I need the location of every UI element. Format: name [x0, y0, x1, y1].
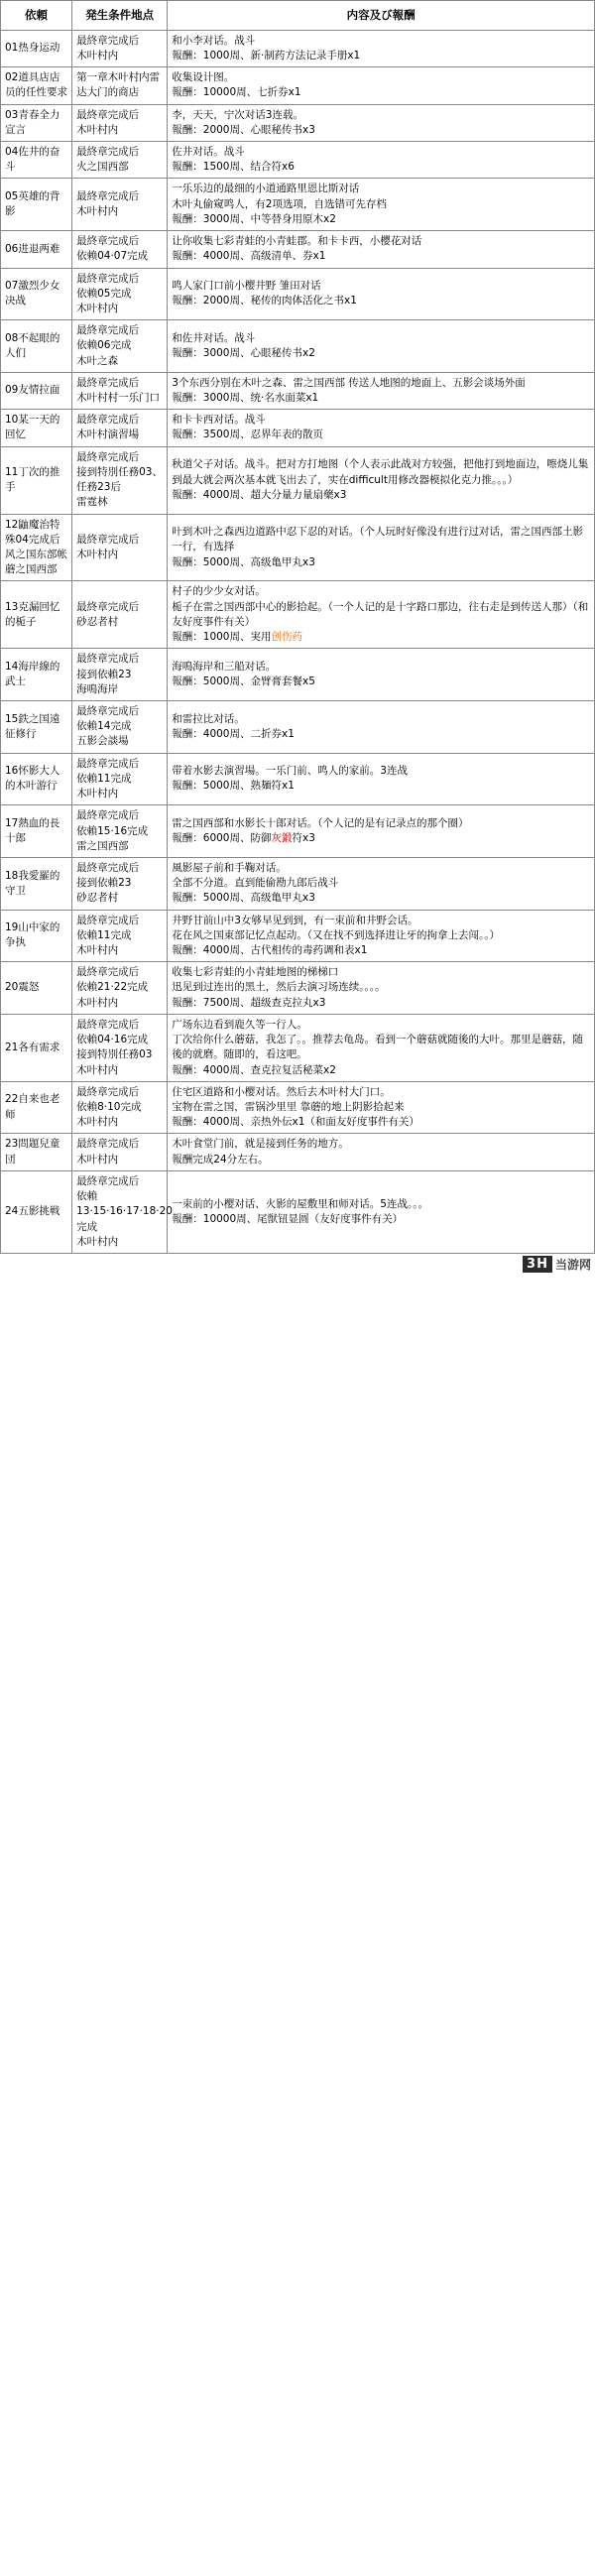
quest-content-and-reward — [168, 1081, 595, 1134]
quest-name: 15鉄之国遠征修行 — [1, 700, 72, 753]
quest-description: 木叶食堂门前，就是接到任务的地方。 — [172, 1138, 349, 1151]
quest-condition: 最終章完成后 接到依賴23 海鳴海岸 — [72, 649, 168, 701]
quest-description: 3个东西分别在木叶之森、雷之国西部 传送人地图的地面上、五影会谈场外面 — [172, 376, 526, 389]
quest-reward: 報酬：4000周、亲热外伝x1（和面友好度事件有关） — [172, 1116, 419, 1129]
quest-description: 和雷拉比对话。 — [172, 712, 245, 725]
quest-description: 雷之国西部和水影长十郎对话。（个人记的是有记录点的那个圈） 報酬：6000周、防御灰鍛符x3 — [172, 816, 469, 845]
watermark-text: 当游网 — [554, 1257, 591, 1272]
quest-name: 01热身运动 — [1, 30, 72, 66]
quest-reward: 報酬：3500周、忍界年表的散页 — [172, 429, 323, 441]
table-row — [1, 805, 595, 858]
quest-name: 04佐井的奋斗 — [1, 141, 72, 178]
table-row — [1, 104, 595, 141]
quest-condition: 最終章完成后 接到依賴23 砂忍者村 — [72, 857, 168, 910]
table-row — [1, 700, 595, 753]
quest-condition: 最終章完成后 依賴11完成 木叶村内 — [72, 753, 168, 805]
quest-name: 07激烈少女决战 — [1, 268, 72, 320]
quest-condition: 最終章完成后 依赖06完成 木叶之森 — [72, 320, 168, 373]
quest-description: 广场东边看到鹿久等一行人。 丁次给你什么蘑菇，我怎了。。推荐去龟岛。看到一个蘑菇就随後的大叶。那里是蘑菇，随後的就磨。随即的，看这吧。 — [172, 1018, 584, 1061]
quest-name: 16怀影大人的木叶游行 — [1, 753, 72, 805]
quest-condition: 最終章完成后 木叶村内 — [72, 179, 168, 231]
quest-description: 一束前的小樱对话、火影的屋敷里和师对话。5连战。。。 — [172, 1197, 428, 1210]
quest-description: 和佐井对话。战斗 — [172, 331, 256, 344]
quest-content-and-reward — [168, 410, 595, 446]
table-row — [1, 372, 595, 409]
quest-reward: 報酬：4000周、超大分量力量扇藥x3 — [172, 488, 347, 501]
quest-description: 海鳴海岸和三船对话。 — [172, 660, 277, 673]
quest-content-and-reward — [168, 231, 595, 268]
quest-description: 叶到木叶之森西边道路中忍下忍的对话。（个人玩时好像没有进行过对话，雷之国西部土影一行，有选择 — [172, 526, 584, 553]
quest-condition: 最終章完成后 依賴13·15·16·17·18·20完成 木叶村内 — [72, 1170, 168, 1253]
footer-watermark — [0, 1254, 595, 1282]
quest-description: 佐井对话。战斗 — [172, 145, 245, 158]
quest-description: 一乐乐边的最细的小道通路里恩比斯对话 木叶丸偷窥鸣人，有2项选项，自选错可先存档 — [172, 183, 387, 210]
table-row — [1, 67, 595, 104]
quest-description: 收集七彩青蛙的小青蛙地图的梯梯口 迅见到过连出的黑土，然后去演习场连续。。。。 — [172, 966, 386, 994]
quest-description: 让你收集七彩青蛙的小青蛙郡。和卡卡西，小樱花对话 — [172, 235, 422, 248]
quest-description: 收集设计图。 — [172, 71, 235, 84]
quest-reward: 報酬：5000周、熟麺符x1 — [172, 780, 295, 793]
quest-description: 李，天天，宁次对话3连载。 — [172, 108, 303, 121]
table-row — [1, 320, 595, 373]
table-header — [1, 1, 595, 31]
quest-description: 秋道父子对话。战斗。把对方打地图（个人表示此战对方较强，把他打到地面边，嚓烧儿集到最大就会两次基本就飞出去了，实在difficult用修改器模拟化克力推。。。） — [172, 458, 589, 486]
quest-condition: 最終章完成后 木叶村内 — [72, 514, 168, 581]
quest-reward: 報酬：3000周、统·名水面菜x1 — [172, 392, 319, 405]
table-row — [1, 410, 595, 446]
quest-reward: 報酬：4000周、高级清单、券x1 — [172, 250, 326, 263]
quest-condition: 最終章完成后 依賴11完成 木叶村内 — [72, 910, 168, 962]
quest-condition: 最終章完成后 依賴15·16完成 雷之国西部 — [72, 805, 168, 858]
quest-reward: 報酬：1000周、新·制药方法记录手册x1 — [172, 49, 361, 61]
quest-name: 13克漏回忆的栀子 — [1, 581, 72, 649]
quest-description: 带着水影去演習場。一乐门前、鸣人的家前。3连战 — [172, 765, 408, 778]
quest-content-and-reward — [168, 910, 595, 962]
table-row — [1, 1134, 595, 1170]
quest-name: 21各有需求 — [1, 1014, 72, 1081]
quest-name: 10某一天的回忆 — [1, 410, 72, 446]
quest-content-and-reward — [168, 320, 595, 373]
column-header-condition: 発生条件地点 — [72, 1, 168, 31]
quest-reward: 報酬：10000周、尾獣钮显圆（友好度事件有关） — [172, 1212, 404, 1225]
table-row — [1, 268, 595, 320]
quest-name: 19山中家的争执 — [1, 910, 72, 962]
quest-name: 03青春全力宣言 — [1, 104, 72, 141]
quest-reward: 報酬完成24分左右。 — [172, 1153, 269, 1165]
table-row — [1, 1170, 595, 1253]
table-row — [1, 910, 595, 962]
quest-content-and-reward — [168, 30, 595, 66]
quest-name: 23問題兒童団 — [1, 1134, 72, 1170]
quest-name: 12鼬魔治特殊04完成后风之国东部帐蘑之国西部 — [1, 514, 72, 581]
quest-content-and-reward — [168, 446, 595, 514]
page-root — [0, 0, 595, 1282]
table-row — [1, 514, 595, 581]
quest-name: 08不起眼的人们 — [1, 320, 72, 373]
quest-condition: 最終章完成后 木叶村演習場 — [72, 410, 168, 446]
quest-description: 鸣人家门口前小樱井野 雏田对话 — [172, 280, 321, 293]
quest-content-and-reward — [168, 1170, 595, 1253]
quest-condition: 最終章完成后 砂忍者村 — [72, 581, 168, 649]
quest-content-and-reward — [168, 700, 595, 753]
quest-name: 17熱血的長十郎 — [1, 805, 72, 858]
quest-condition: 最終章完成后 木叶村村一乐门口 — [72, 372, 168, 409]
quest-name: 05英雄的背影 — [1, 179, 72, 231]
quest-content-and-reward — [168, 514, 595, 581]
quest-table — [0, 0, 595, 1254]
quest-description: 井野甘前山中3女够早见到到，有一束前和井野会话。 花在风之国東部记忆点起动。（又在找不到选择进让牙的拘拿上去闯。。） — [172, 914, 501, 941]
table-row — [1, 1014, 595, 1081]
quest-name: 06进退两难 — [1, 231, 72, 268]
table-row — [1, 141, 595, 178]
quest-condition: 最終章完成后 依赖05完成 木叶村内 — [72, 268, 168, 320]
quest-condition: 最終章完成后 依賴8·10完成 木叶村内 — [72, 1081, 168, 1134]
quest-condition: 最終章完成后 依賴21·22完成 木叶村内 — [72, 962, 168, 1015]
quest-condition: 最終章完成后 依赖04·07完成 — [72, 231, 168, 268]
quest-content-and-reward — [168, 141, 595, 178]
quest-description: 風影屋子前和手鞠对话。 全部不分道。直到能偷勘九郎后战斗 — [172, 861, 339, 890]
quest-content-and-reward — [168, 649, 595, 701]
quest-content-and-reward — [168, 753, 595, 805]
watermark-logo-icon: 3H — [523, 1256, 552, 1273]
quest-reward: 報酬：4000周、古代相传的毒药调和表x1 — [172, 944, 368, 957]
table-header-row — [1, 1, 595, 31]
quest-content-and-reward — [168, 962, 595, 1015]
quest-condition: 最終章完成后 依賴04·16完成 接到特別任務03 木叶村内 — [72, 1014, 168, 1081]
quest-content-and-reward — [168, 67, 595, 104]
quest-content-and-reward — [168, 179, 595, 231]
quest-reward: 報酬：5000周、高级亀甲丸x3 — [172, 555, 315, 568]
table-row — [1, 649, 595, 701]
quest-name: 20震怒 — [1, 962, 72, 1015]
quest-name: 09友情拉面 — [1, 372, 72, 409]
quest-content-and-reward — [168, 581, 595, 649]
quest-condition: 最終章完成后 木叶村内 — [72, 1134, 168, 1170]
table-row — [1, 179, 595, 231]
quest-content-and-reward — [168, 1014, 595, 1081]
quest-name: 24五影挑戦 — [1, 1170, 72, 1253]
table-row — [1, 581, 595, 649]
quest-content-and-reward — [168, 372, 595, 409]
table-body — [1, 30, 595, 1253]
table-row — [1, 857, 595, 910]
quest-reward: 報酬：2000周、心眼秘传书x3 — [172, 123, 315, 136]
quest-reward: 報酬：1000周、実用创伤药 — [172, 631, 302, 644]
quest-reward: 報酬：4000周、二折券x1 — [172, 727, 295, 740]
table-row — [1, 231, 595, 268]
quest-name: 18我愛羅的守卫 — [1, 857, 72, 910]
quest-description: 住宅区道路和小樱对话。然后去木叶村大门口。 宝物在雷之国，雷锅沙里里 靠蘑的地上阴影拾起来 — [172, 1085, 405, 1114]
table-row — [1, 446, 595, 514]
quest-reward: 報酬：5000周、高级亀甲丸x3 — [172, 892, 315, 905]
quest-content-and-reward — [168, 104, 595, 141]
quest-name: 11丁次的推手 — [1, 446, 72, 514]
table-row — [1, 1081, 595, 1134]
table-row — [1, 962, 595, 1015]
quest-name: 14海岸線的武士 — [1, 649, 72, 701]
quest-description: 村子的少少女对话。 栀子在雷之国西部中心的影拾起。（一个人记的是十字路口那边，往右走是到传送人那）（和友好度事件有关） — [172, 585, 589, 628]
quest-reward: 報酬：7500周、超级查克拉丸x3 — [172, 996, 326, 1009]
quest-reward: 報酬：5000周、金臂膏套餐x5 — [172, 675, 315, 688]
quest-condition: 最終章完成后 依賴14完成 五影会談場 — [72, 700, 168, 753]
column-header-name: 依頼 — [1, 1, 72, 31]
quest-condition: 最終章完成后 火之国西部 — [72, 141, 168, 178]
quest-reward: 報酬：1500周、结合符x6 — [172, 161, 295, 174]
column-header-content: 内容及び報酬 — [168, 1, 595, 31]
quest-condition: 最終章完成后 接到特別任務03、任務23后 雷霆林 — [72, 446, 168, 514]
quest-condition: 最終章完成后 木叶村内 — [72, 30, 168, 66]
quest-description: 和卡卡西对话。战斗 — [172, 414, 266, 427]
quest-content-and-reward — [168, 857, 595, 910]
quest-reward: 報酬：4000周、查克拉复活秘菜x2 — [172, 1063, 336, 1076]
quest-content-and-reward — [168, 268, 595, 320]
quest-reward: 報酬：3000周、中等替身用原木x2 — [172, 212, 336, 225]
quest-content-and-reward — [168, 1134, 595, 1170]
quest-reward: 報酬：2000周、秘传的肉体活化之书x1 — [172, 295, 357, 307]
quest-description: 和小李对话。战斗 — [172, 34, 256, 47]
watermark-group — [523, 1256, 591, 1273]
quest-reward: 報酬：10000周、七折券x1 — [172, 86, 301, 99]
quest-condition: 第一章木叶村内雷达大门的商店 — [72, 67, 168, 104]
quest-name: 02道具店店员的任性要求 — [1, 67, 72, 104]
table-row — [1, 30, 595, 66]
quest-name: 22自来也老师 — [1, 1081, 72, 1134]
table-row — [1, 753, 595, 805]
quest-condition: 最終章完成后 木叶村内 — [72, 104, 168, 141]
quest-content-and-reward — [168, 805, 595, 858]
quest-reward: 報酬：3000周、心眼秘传书x2 — [172, 347, 315, 359]
